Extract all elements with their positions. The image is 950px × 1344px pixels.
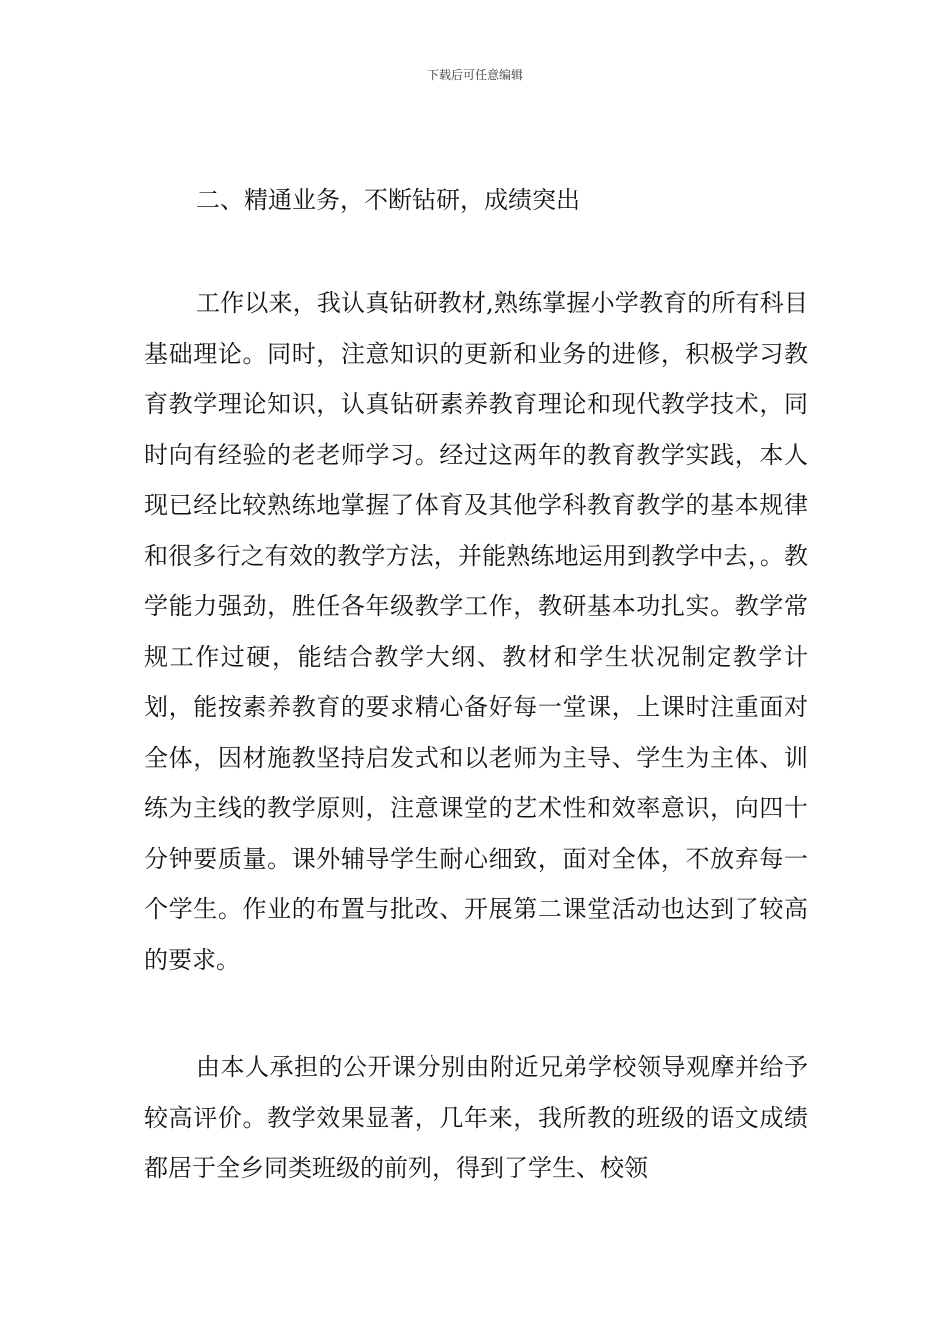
page-header-note: 下载后可任意编辑 <box>426 68 523 82</box>
paragraph-spacer <box>144 222 808 278</box>
section-heading: 二、精通业务，不断钻研，成绩突出 <box>196 186 580 214</box>
body-paragraph-1: 工作以来，我认真钻研教材,熟练掌握小学教育的所有科目基础理论。同时，注意知识的更新和业务的进修，积极学习教育教学理论知识，认真钻研素养教育理论和现代教学技术，同时向有经验的老老师学习。经过这两年的教育教学实践，本人现已经比较熟练地掌握了体育及其他学科教育教学的基本规律和很多行之有效的教学方法，并能熟练地运用到教学中去，。教学能力强劲，胜任各年级教学工作，教研基本功扎实。教学常规工作过硬，能结合教学大纲、教材和学生状况制定教学计划，能按素养教育的要求精心备好每一堂课，上课时注重面对全体，因材施教坚持启发式和以老师为主导、学生为主体、训练为主线的教学原则，注意课堂的艺术性和效率意识，向四十分钟要质量。课外辅导学生耐心细致，面对全体，不放弃每一个学生。作业的布置与批改、开展第二课堂活动也达到了较高的要求。 <box>144 289 808 974</box>
body-paragraph-2: 由本人承担的公开课分别由附近兄弟学校领导观摩并给予较高评价。教学效果显著，几年来，我所教的班级的语文成绩都居于全乡同类班级的前列，得到了学生、校领 <box>144 1053 808 1182</box>
paragraph-spacer <box>144 985 808 1042</box>
document-body <box>144 178 808 1194</box>
